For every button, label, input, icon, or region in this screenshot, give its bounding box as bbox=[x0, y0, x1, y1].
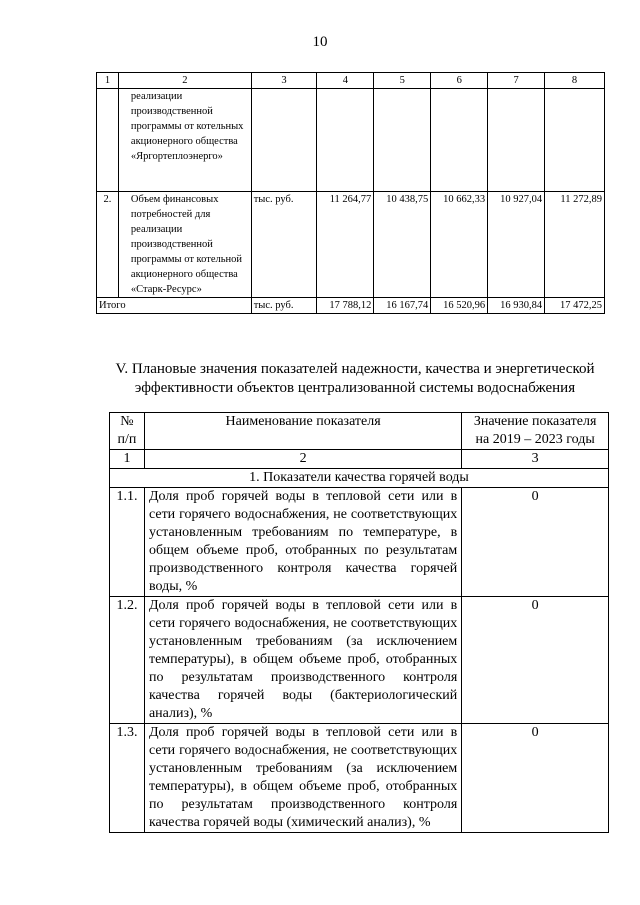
row-value: 0 bbox=[462, 724, 609, 833]
row-index: 1.1. bbox=[110, 488, 145, 597]
value-cell: 17 472,25 bbox=[545, 298, 605, 314]
value-cell: 16 167,74 bbox=[374, 298, 431, 314]
table-row bbox=[97, 89, 605, 192]
row-description: Доля проб горячей воды в тепловой сети или в сети горячего водоснабжения, не соответствующих установленным требованиям (за исключением температуры), в общем объеме проб, отобранных по результатам производственного контроля качества горячей воды (химический анализ), % bbox=[144, 724, 461, 833]
value-cell: 10 662,33 bbox=[431, 192, 488, 298]
column-number-row bbox=[97, 73, 605, 89]
value-cell: 10 438,75 bbox=[374, 192, 431, 298]
column-number: 1 bbox=[110, 450, 145, 469]
column-number-row bbox=[110, 450, 609, 469]
header-name: Наименование показателя bbox=[144, 413, 461, 450]
header-row bbox=[110, 413, 609, 450]
table-row bbox=[110, 724, 609, 833]
column-number: 6 bbox=[431, 73, 488, 89]
row-description: Доля проб горячей воды в тепловой сети или в сети горячего водоснабжения, не соответствующих установленным требованиям (за исключением температуры), в общем объеме проб, отобранных по результатам производственного контроля качества горячей воды (бактериологический анализ), % bbox=[144, 597, 461, 724]
table-row bbox=[110, 597, 609, 724]
row-value: 0 bbox=[462, 597, 609, 724]
row-name: реализации производственной программы от котельных акционерного общества «Яргортеплоэнерго» bbox=[118, 89, 251, 192]
unit-cell: тыс. руб. bbox=[251, 192, 317, 298]
row-description: Доля проб горячей воды в тепловой сети или в сети горячего водоснабжения, не соответствующих установленным требованиям по температуре, в общем объеме проб, отобранных по результатам производственного контроля качества горячей воды, % bbox=[144, 488, 461, 597]
value-cell: 11 272,89 bbox=[545, 192, 605, 298]
value-cell: 17 788,12 bbox=[317, 298, 374, 314]
page-number: 10 bbox=[312, 34, 328, 50]
row-number: 2. bbox=[97, 192, 119, 298]
column-number: 1 bbox=[97, 73, 119, 89]
table-row bbox=[97, 192, 605, 298]
column-number: 4 bbox=[317, 73, 374, 89]
total-row bbox=[97, 298, 605, 314]
unit-cell: тыс. руб. bbox=[251, 298, 317, 314]
group-row bbox=[110, 469, 609, 488]
column-number: 8 bbox=[545, 73, 605, 89]
column-number: 2 bbox=[118, 73, 251, 89]
group-title: 1. Показатели качества горячей воды bbox=[110, 469, 609, 488]
header-index: № п/п bbox=[110, 413, 145, 450]
row-index: 1.3. bbox=[110, 724, 145, 833]
value-cell: 16 520,96 bbox=[431, 298, 488, 314]
column-number: 5 bbox=[374, 73, 431, 89]
table-row bbox=[110, 488, 609, 597]
value-cell: 16 930,84 bbox=[488, 298, 545, 314]
financial-needs-table bbox=[96, 72, 605, 314]
column-number: 2 bbox=[144, 450, 461, 469]
column-number: 3 bbox=[251, 73, 317, 89]
value-cell: 10 927,04 bbox=[488, 192, 545, 298]
row-name: Объем финансовых потребностей для реализации производственной программы от котельной акционерного общества «Старк-Ресурс» bbox=[118, 192, 251, 298]
header-value: Значение показателя на 2019 – 2023 годы bbox=[462, 413, 609, 450]
row-index: 1.2. bbox=[110, 597, 145, 724]
row-value: 0 bbox=[462, 488, 609, 597]
column-number: 3 bbox=[462, 450, 609, 469]
column-number: 7 bbox=[488, 73, 545, 89]
total-label: Итого bbox=[97, 298, 252, 314]
indicators-table bbox=[109, 412, 609, 833]
value-cell: 11 264,77 bbox=[317, 192, 374, 298]
section-title: V. Плановые значения показателей надежности, качества и энергетической эффективности объектов централизованной системы водоснабжения bbox=[115, 361, 595, 396]
